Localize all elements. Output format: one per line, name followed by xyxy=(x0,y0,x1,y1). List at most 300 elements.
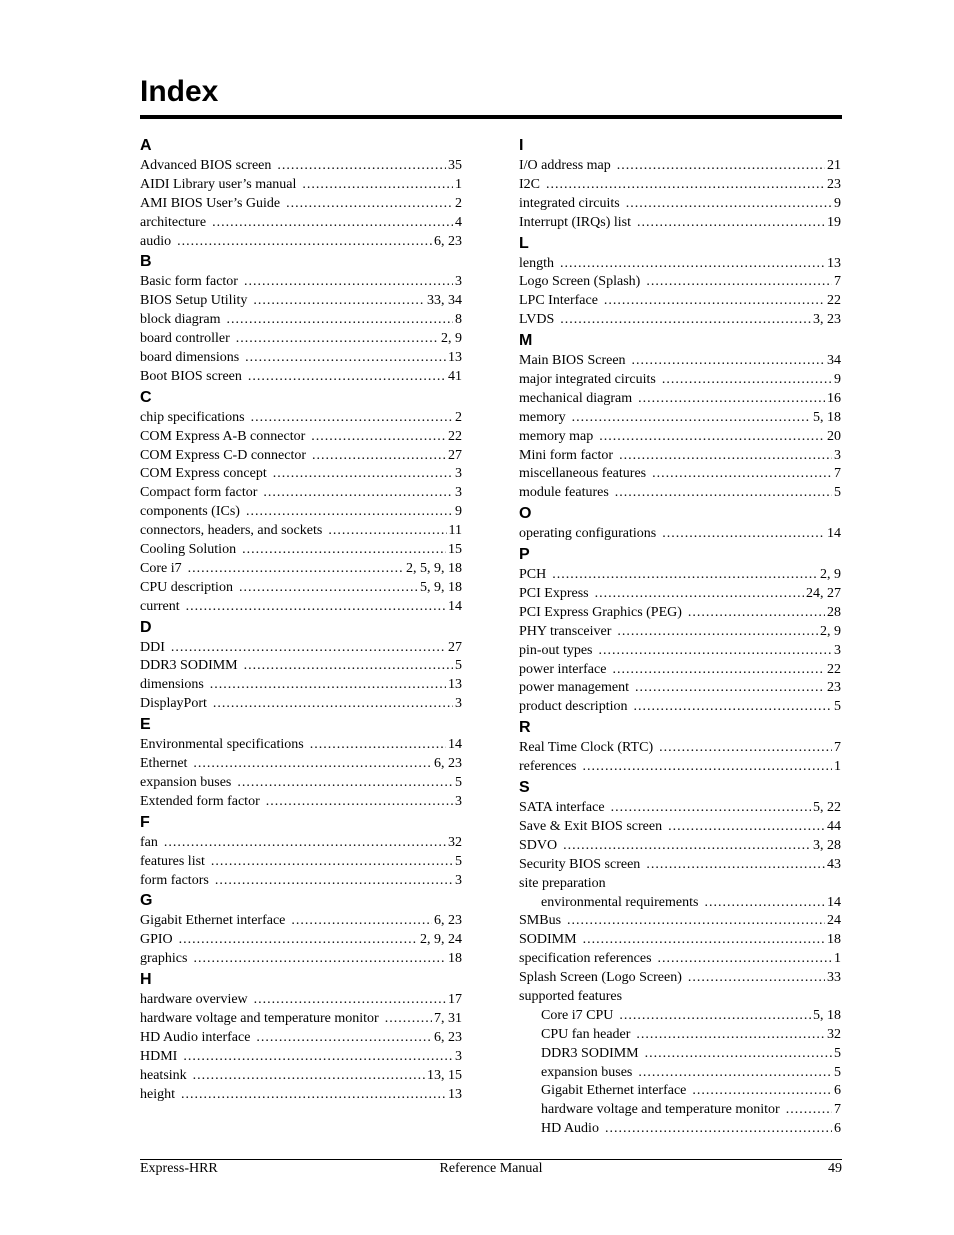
dot-leader xyxy=(226,311,453,330)
entry-term: block diagram xyxy=(140,312,221,328)
entry-term: I2C xyxy=(519,176,540,192)
index-section-m xyxy=(519,330,841,503)
dot-leader xyxy=(213,695,453,714)
entry-pages: 34 xyxy=(827,353,841,369)
entry-pages: 9 xyxy=(834,195,841,211)
entry-pages: 43 xyxy=(827,856,841,872)
section-letter: E xyxy=(140,716,151,734)
entry-term: current xyxy=(140,598,180,614)
entry-pages: 5, 18 xyxy=(813,1007,841,1023)
dot-leader xyxy=(617,623,818,642)
dot-leader xyxy=(583,931,825,950)
index-entry xyxy=(519,837,841,856)
entry-term: PCH xyxy=(519,567,547,583)
entry-pages: 7 xyxy=(834,274,841,290)
entry-term: Save & Exit BIOS screen xyxy=(519,818,663,834)
dot-leader xyxy=(786,1101,832,1120)
dot-leader xyxy=(704,894,825,913)
entry-term: Logo Screen (Splash) xyxy=(519,274,641,290)
entry-term: SATA interface xyxy=(519,800,605,816)
entry-term: operating configurations xyxy=(519,526,657,542)
dot-leader xyxy=(183,1048,453,1067)
entry-term: CPU fan header xyxy=(541,1026,631,1042)
entry-pages: 6, 23 xyxy=(434,913,462,929)
dot-leader xyxy=(244,657,453,676)
entry-term: major integrated circuits xyxy=(519,372,656,388)
index-entry xyxy=(519,484,841,503)
dot-leader xyxy=(662,525,825,544)
dot-leader xyxy=(658,950,832,969)
entry-pages: 44 xyxy=(827,818,841,834)
dot-leader xyxy=(605,1120,832,1139)
entry-term: Compact form factor xyxy=(140,485,258,501)
entry-term: length xyxy=(519,255,554,271)
section-letter: S xyxy=(519,779,530,797)
entry-term: Environmental specifications xyxy=(140,737,304,753)
entry-pages: 3 xyxy=(455,872,462,888)
dot-leader xyxy=(599,642,833,661)
index-section-b xyxy=(140,251,462,386)
entry-pages: 33, 34 xyxy=(427,293,462,309)
dot-leader xyxy=(638,1064,832,1083)
dot-leader xyxy=(692,1082,832,1101)
entry-pages: 20 xyxy=(827,428,841,444)
entry-pages: 1 xyxy=(834,951,841,967)
index-subentry xyxy=(519,1007,841,1026)
index-entry xyxy=(519,465,841,484)
entry-term: expansion buses xyxy=(140,774,232,790)
dot-leader xyxy=(612,661,825,680)
entry-term: board dimensions xyxy=(140,350,240,366)
index-entry xyxy=(519,292,841,311)
dot-leader xyxy=(266,793,453,812)
index-entry xyxy=(140,950,462,969)
entry-term: power interface xyxy=(519,661,607,677)
entry-term: product description xyxy=(519,699,628,715)
entry-pages: 3 xyxy=(455,466,462,482)
entry-term: site preparation xyxy=(519,875,606,891)
entry-pages: 2, 9 xyxy=(820,567,841,583)
index-entry xyxy=(140,736,462,755)
index-entry xyxy=(140,311,462,330)
entry-pages: 24 xyxy=(827,913,841,929)
entry-term: LVDS xyxy=(519,312,555,328)
entry-pages: 18 xyxy=(448,951,462,967)
entry-term: DisplayPort xyxy=(140,696,207,712)
entry-pages: 5 xyxy=(455,774,462,790)
entry-term: hardware overview xyxy=(140,992,248,1008)
index-section-p xyxy=(519,544,841,717)
entry-pages: 28 xyxy=(827,604,841,620)
entry-term: SDVO xyxy=(519,837,558,853)
entry-term: chip specifications xyxy=(140,409,245,425)
section-letter: M xyxy=(519,332,533,350)
entry-pages: 1 xyxy=(455,176,462,192)
index-entry xyxy=(519,950,841,969)
page-title: Index xyxy=(140,75,219,108)
entry-term: AIDI Library user’s manual xyxy=(140,176,297,192)
dot-leader xyxy=(560,255,825,274)
index-entry xyxy=(140,484,462,503)
entry-term: SODIMM xyxy=(519,932,577,948)
index-entry xyxy=(140,503,462,522)
entry-pages: 2, 9 xyxy=(820,623,841,639)
index-entry xyxy=(519,311,841,330)
entry-pages: 2, 9 xyxy=(441,331,462,347)
entry-term: SMBus xyxy=(519,913,562,929)
entry-pages: 27 xyxy=(448,639,462,655)
dot-leader xyxy=(583,758,832,777)
title-rule xyxy=(140,115,842,119)
index-entry xyxy=(140,695,462,714)
entry-pages: 6 xyxy=(834,1083,841,1099)
index-entry xyxy=(140,349,462,368)
index-entry xyxy=(140,560,462,579)
entry-pages: 5 xyxy=(834,1064,841,1080)
entry-pages: 32 xyxy=(448,834,462,850)
dot-leader xyxy=(244,273,453,292)
entry-term: environmental requirements xyxy=(541,894,699,910)
index-entry xyxy=(519,273,841,292)
index-subentry xyxy=(519,1082,841,1101)
entry-pages: 8 xyxy=(455,312,462,328)
index-entry xyxy=(519,371,841,390)
entry-pages: 2, 9, 24 xyxy=(420,932,462,948)
dot-leader xyxy=(312,447,446,466)
entry-pages: 3 xyxy=(455,793,462,809)
dot-leader xyxy=(188,560,404,579)
index-entry xyxy=(140,330,462,349)
entry-term: Core i7 CPU xyxy=(541,1007,614,1023)
dot-leader xyxy=(572,409,811,428)
entry-pages: 16 xyxy=(827,390,841,406)
index-entry xyxy=(519,176,841,195)
entry-term: Core i7 xyxy=(140,560,182,576)
index-entry xyxy=(140,853,462,872)
section-letter: A xyxy=(140,137,152,154)
dot-leader xyxy=(599,428,825,447)
entry-term: audio xyxy=(140,233,172,249)
index-entry xyxy=(140,409,462,428)
entry-term: Security BIOS screen xyxy=(519,856,641,872)
index-column-right xyxy=(519,135,841,1139)
index-entry xyxy=(140,1029,462,1048)
entry-term: components (ICs) xyxy=(140,504,240,520)
entry-pages: 13, 15 xyxy=(427,1067,462,1083)
entry-term: pin-out types xyxy=(519,642,593,658)
entry-pages: 7 xyxy=(834,1102,841,1118)
dot-leader xyxy=(632,352,825,371)
index-entry xyxy=(519,428,841,447)
dot-leader xyxy=(291,912,432,931)
dot-leader xyxy=(646,856,825,875)
entry-term: hardware voltage and temperature monitor xyxy=(541,1102,780,1118)
entry-pages: 7, 31 xyxy=(434,1010,462,1026)
index-entry xyxy=(519,661,841,680)
dot-leader xyxy=(595,585,804,604)
entry-pages: 23 xyxy=(827,176,841,192)
entry-pages: 7 xyxy=(834,466,841,482)
index-entry xyxy=(140,834,462,853)
entry-term: Extended form factor xyxy=(140,793,260,809)
index-entry xyxy=(140,639,462,658)
index-entry xyxy=(519,352,841,371)
index-entry xyxy=(519,799,841,818)
dot-leader xyxy=(645,1045,832,1064)
entry-pages: 21 xyxy=(827,158,841,173)
dot-leader xyxy=(652,465,832,484)
entry-term: expansion buses xyxy=(541,1064,633,1080)
index-entry xyxy=(140,292,462,311)
dot-leader xyxy=(211,853,453,872)
entry-pages: 11 xyxy=(448,523,462,539)
index-entry xyxy=(519,195,841,214)
index-section-s xyxy=(519,777,841,1139)
dot-leader xyxy=(563,837,811,856)
entry-pages: 19 xyxy=(827,214,841,230)
entry-term: memory map xyxy=(519,428,594,444)
entry-pages: 17 xyxy=(448,992,462,1008)
section-letter: R xyxy=(519,719,531,737)
entry-pages: 13 xyxy=(448,677,462,693)
dot-leader xyxy=(637,214,825,233)
entry-term: Gigabit Ethernet interface xyxy=(140,913,286,929)
section-letter: B xyxy=(140,253,152,271)
index-entry xyxy=(140,872,462,891)
dot-leader xyxy=(212,214,453,233)
entry-term: PCI Express xyxy=(519,586,589,602)
dot-leader xyxy=(662,371,832,390)
dot-leader xyxy=(245,349,446,368)
dot-leader xyxy=(617,157,825,176)
dot-leader xyxy=(193,950,446,969)
dot-leader xyxy=(638,390,825,409)
dot-leader xyxy=(328,522,446,541)
dot-leader xyxy=(646,273,832,292)
dot-leader xyxy=(248,368,446,387)
dot-leader xyxy=(239,579,418,598)
index-section-f xyxy=(140,812,462,891)
entry-pages: 2, 5, 9, 18 xyxy=(406,560,462,576)
dot-leader xyxy=(310,736,446,755)
entry-term: dimensions xyxy=(140,677,204,693)
entry-pages: 14 xyxy=(827,894,841,910)
index-entry xyxy=(519,856,841,875)
index-entry xyxy=(519,525,841,544)
index-entry xyxy=(519,604,841,623)
entry-term: HD Audio interface xyxy=(140,1029,251,1045)
index-entry xyxy=(140,273,462,292)
entry-pages: 5 xyxy=(455,853,462,869)
entry-pages: 14 xyxy=(448,598,462,614)
entry-pages: 24, 27 xyxy=(806,586,841,602)
dot-leader xyxy=(251,409,453,428)
entry-term: power management xyxy=(519,680,630,696)
entry-pages: 22 xyxy=(827,293,841,309)
entry-pages: 7 xyxy=(834,740,841,756)
entry-term: CPU description xyxy=(140,579,233,595)
dot-leader xyxy=(604,292,825,311)
entry-term: COM Express C-D connector xyxy=(140,447,307,463)
index-entry xyxy=(140,598,462,617)
index-entry xyxy=(140,1010,462,1029)
index-entry xyxy=(519,447,841,466)
dot-leader xyxy=(619,1007,811,1026)
index-entry xyxy=(140,522,462,541)
index-entry xyxy=(140,157,462,176)
index-section-d xyxy=(140,617,462,715)
entry-term: DDI xyxy=(140,639,165,655)
entry-term: Cooling Solution xyxy=(140,542,237,558)
entry-term: Splash Screen (Logo Screen) xyxy=(519,970,682,986)
entry-pages: 22 xyxy=(827,661,841,677)
section-letter: G xyxy=(140,892,153,910)
entry-term: Advanced BIOS screen xyxy=(140,158,272,173)
section-letter: F xyxy=(140,813,150,831)
entry-pages: 1 xyxy=(834,759,841,775)
dot-leader xyxy=(210,676,446,695)
entry-term: BIOS Setup Utility xyxy=(140,293,248,309)
dot-leader xyxy=(552,566,818,585)
index-entry xyxy=(519,739,841,758)
entry-term: DDR3 SODIMM xyxy=(140,658,238,674)
entry-pages: 3, 28 xyxy=(813,837,841,853)
index-entry xyxy=(140,195,462,214)
dot-leader xyxy=(546,176,825,195)
entry-pages: 27 xyxy=(448,447,462,463)
entry-pages: 6, 23 xyxy=(434,233,462,249)
entry-term: Interrupt (IRQs) list xyxy=(519,214,631,230)
entry-pages: 18 xyxy=(827,932,841,948)
entry-term: Basic form factor xyxy=(140,274,238,290)
index-entry xyxy=(519,566,841,585)
dot-leader xyxy=(560,311,811,330)
index-section-a xyxy=(140,135,462,251)
index-section-o xyxy=(519,503,841,544)
index-entry xyxy=(140,755,462,774)
entry-pages: 5 xyxy=(834,1045,841,1061)
index-entry xyxy=(140,541,462,560)
entry-pages: 3 xyxy=(834,642,841,658)
dot-leader xyxy=(177,233,432,252)
dot-leader xyxy=(302,176,453,195)
entry-pages: 14 xyxy=(827,526,841,542)
entry-term: fan xyxy=(140,834,158,850)
entry-pages: 41 xyxy=(448,368,462,384)
index-entry xyxy=(140,1067,462,1086)
dot-leader xyxy=(385,1010,432,1029)
entry-term: PHY transceiver xyxy=(519,623,612,639)
entry-term: COM Express concept xyxy=(140,466,267,482)
dot-leader xyxy=(311,428,446,447)
dot-leader xyxy=(611,799,811,818)
index-subentry xyxy=(519,1101,841,1120)
index-section-h xyxy=(140,969,462,1104)
section-letter: H xyxy=(140,971,152,989)
entry-pages: 3 xyxy=(455,1048,462,1064)
entry-pages: 4 xyxy=(455,214,462,230)
entry-term: DDR3 SODIMM xyxy=(541,1045,639,1061)
dot-leader xyxy=(659,739,832,758)
index-entry xyxy=(140,912,462,931)
entry-term: COM Express A-B connector xyxy=(140,428,306,444)
entry-term: graphics xyxy=(140,951,188,967)
entry-pages: 6, 23 xyxy=(434,756,462,772)
dot-leader xyxy=(567,912,825,931)
index-entry xyxy=(519,931,841,950)
entry-pages: 6, 23 xyxy=(434,1029,462,1045)
index-entry xyxy=(519,679,841,698)
index-entry xyxy=(519,818,841,837)
index-entry xyxy=(519,969,841,988)
index-entry xyxy=(519,214,841,233)
entry-pages: 33 xyxy=(827,970,841,986)
entry-term: Boot BIOS screen xyxy=(140,368,242,384)
dot-leader xyxy=(171,639,446,658)
entry-term: Ethernet xyxy=(140,756,188,772)
entry-term: features list xyxy=(140,853,205,869)
dot-leader xyxy=(253,292,425,311)
index-entry xyxy=(519,390,841,409)
entry-pages: 5, 18 xyxy=(813,409,841,425)
entry-pages: 3 xyxy=(455,696,462,712)
entry-pages: 35 xyxy=(448,158,462,173)
index-entry xyxy=(519,409,841,428)
dot-leader xyxy=(619,447,832,466)
index-entry xyxy=(519,758,841,777)
entry-pages: 23 xyxy=(827,680,841,696)
dot-leader xyxy=(615,484,832,503)
entry-pages: 3 xyxy=(834,447,841,463)
index-entry xyxy=(140,1086,462,1105)
footer-document-title: Reference Manual xyxy=(439,1161,543,1176)
dot-leader xyxy=(633,698,832,717)
index-entry xyxy=(140,428,462,447)
dot-leader xyxy=(256,1029,432,1048)
dot-leader xyxy=(236,330,439,349)
index-subentry xyxy=(519,1045,841,1064)
index-entry xyxy=(519,698,841,717)
dot-leader xyxy=(181,1086,446,1105)
index-entry xyxy=(140,991,462,1010)
entry-term: miscellaneous features xyxy=(519,466,647,482)
dot-leader xyxy=(254,991,446,1010)
section-letter: I xyxy=(519,137,524,154)
index-entry xyxy=(140,774,462,793)
dot-leader xyxy=(242,541,446,560)
dot-leader xyxy=(246,503,453,522)
entry-pages: 14 xyxy=(448,737,462,753)
index-entry xyxy=(140,657,462,676)
entry-term: HDMI xyxy=(140,1048,178,1064)
entry-pages: 5, 9, 18 xyxy=(420,579,462,595)
entry-term: module features xyxy=(519,485,609,501)
entry-pages: 2 xyxy=(455,409,462,425)
entry-term: form factors xyxy=(140,872,209,888)
index-subentry xyxy=(519,894,841,913)
index-section-g xyxy=(140,890,462,969)
index-section-l xyxy=(519,233,841,331)
footer-page-number: 49 xyxy=(828,1161,842,1176)
entry-pages: 15 xyxy=(448,542,462,558)
section-letter: D xyxy=(140,618,152,636)
dot-leader xyxy=(688,969,825,988)
index-section-e xyxy=(140,714,462,812)
index-entry xyxy=(519,585,841,604)
dot-leader xyxy=(186,598,446,617)
dot-leader xyxy=(635,679,825,698)
entry-term: HD Audio xyxy=(541,1121,599,1137)
